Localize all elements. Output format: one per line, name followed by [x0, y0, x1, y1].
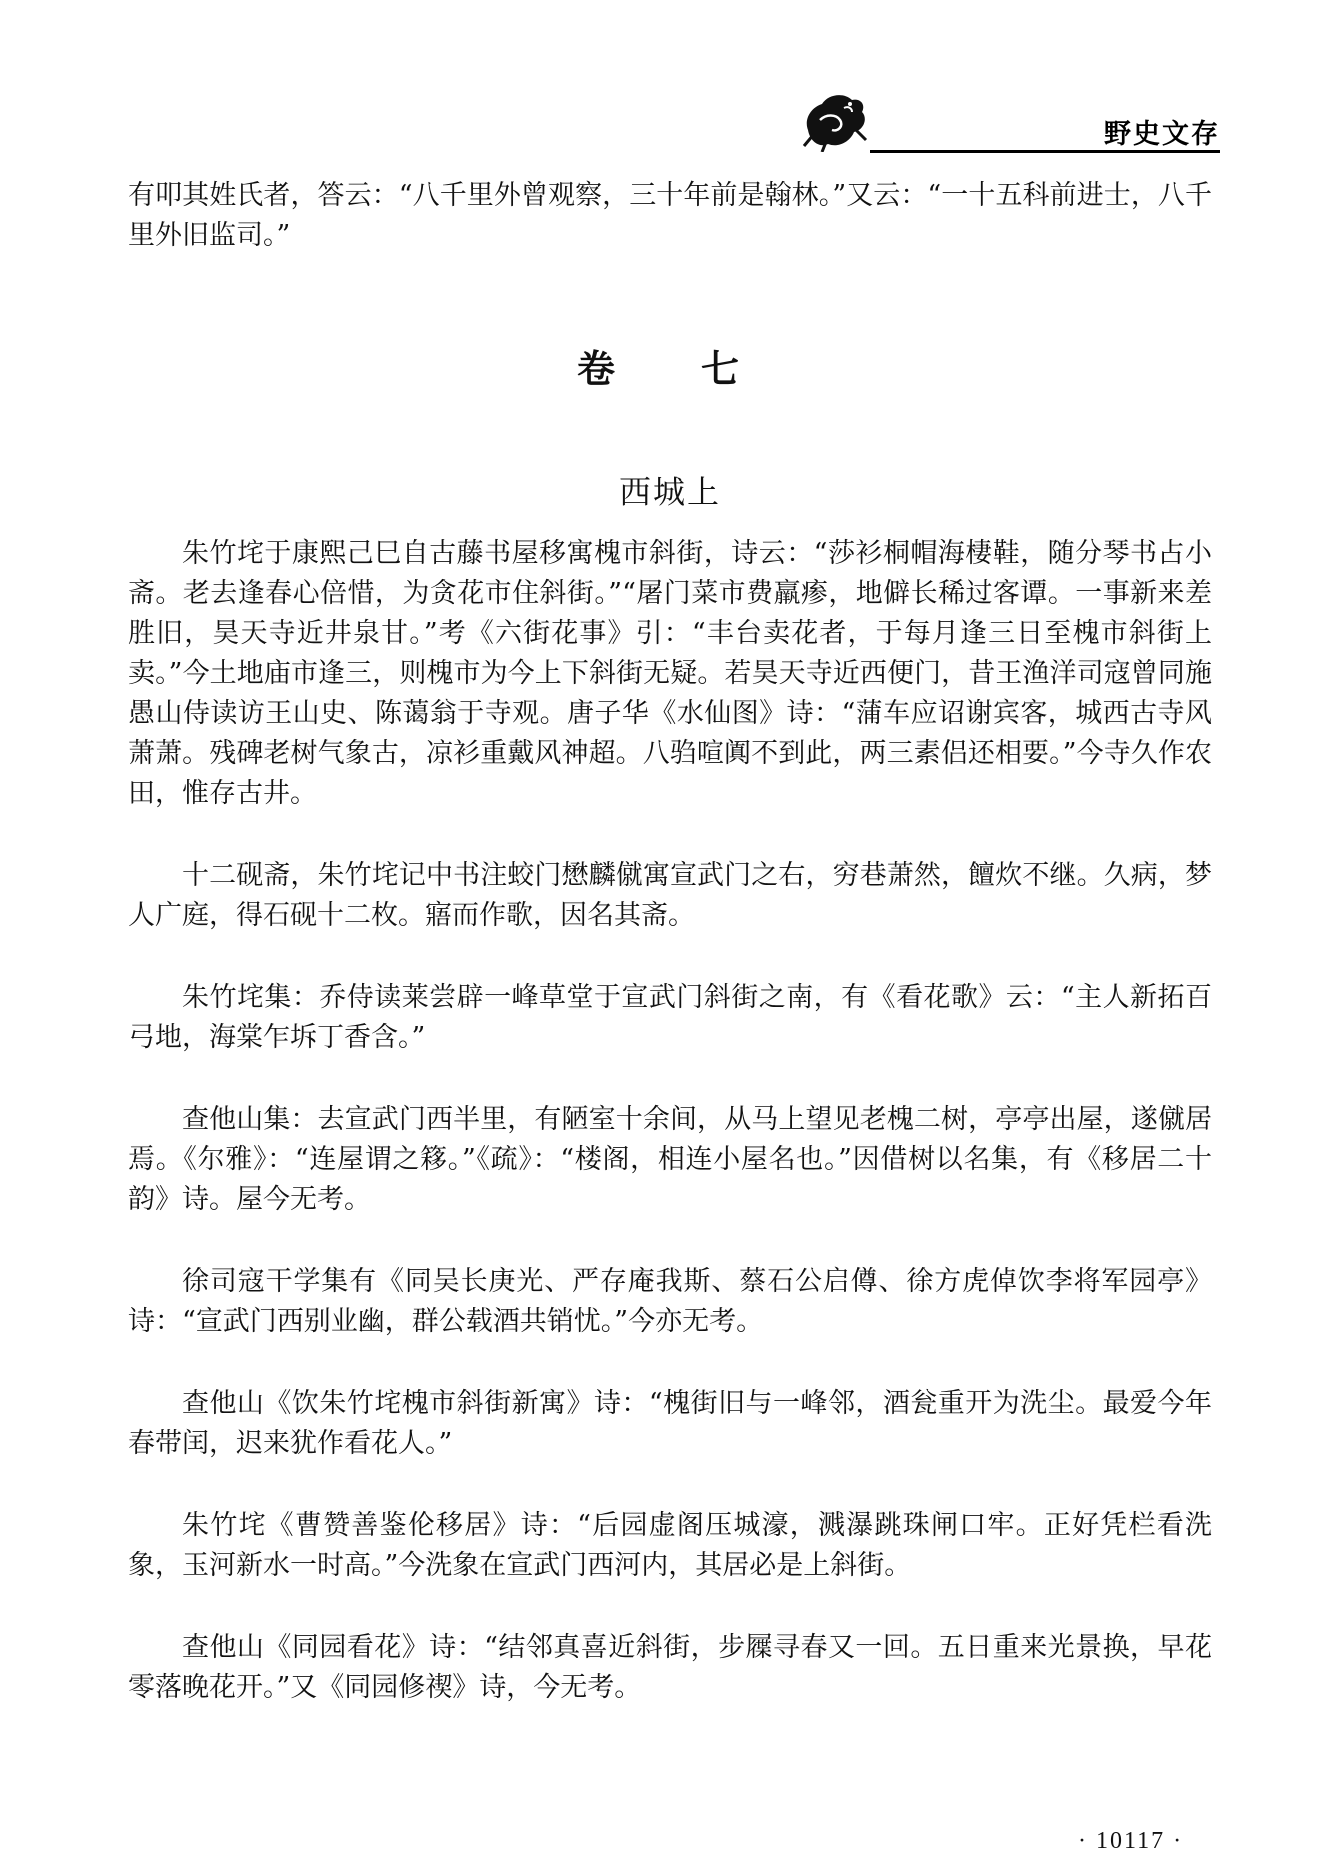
paragraph-4: 查他山集：去宣武门西半里，有陋室十余间，从马上望见老槐二树，亭亭出屋，遂僦居焉。《尔雅》：“连屋谓之簃。”《疏》：“楼阁，相连小屋名也。”因借树以名集，有《移居二十韵》诗。屋今无考。 — [128, 1104, 1212, 1215]
chapter-title: 卷 七 — [576, 347, 763, 391]
paragraph-5: 徐司寇干学集有《同吴长庚光、严存庵我斯、蔡石公启僔、徐方虎倬饮李将军园亭》诗：“宣武门西别业幽，群公载酒共销忧。”今亦无考。 — [128, 1266, 1212, 1337]
section-title: 西城上 — [618, 473, 721, 511]
header-title: 野史文存 — [1104, 119, 1220, 150]
paragraph-8: 查他山《同园看花》诗：“结邻真喜近斜街，步屧寻春又一回。五日重来光景换，早花零落晚花开。”又《同园修禊》诗，今无考。 — [128, 1632, 1212, 1703]
page-body — [128, 176, 1212, 1708]
dragon-emblem-icon — [800, 90, 870, 152]
paragraph-1: 朱竹垞于康熙己巳自古藤书屋移寓槐市斜街，诗云：“莎衫桐帽海棲鞋，随分琴书占小斋。老去逢春心倍惜，为贪花市住斜街。”“屠门菜市费羸瘆，地僻长稀过客谭。一事新来差胜旧，昊天寺近井泉甘。”考《六街花事》引：“丰台卖花者，于每月逢三日至槐市斜街上卖。”今土地庙市逢三，则槐市为今上下斜街无疑。若昊天寺近西便门，昔王渔洋司寇曾同施愚山侍读访王山史、陈蔼翁于寺观。唐子华《水仙图》诗：“蒲车应诏谢宾客，城西古寺风萧萧。残碑老树气象古，凉衫重戴风神超。八驺喧阗不到此，两三素侣还相要。”今寺久作农田，惟存古井。 — [128, 538, 1212, 809]
paragraph-6: 查他山《饮朱竹垞槐市斜街新寓》诗：“槐街旧与一峰邻，酒瓮重开为洗尘。最爱今年春带闰，迟来犹作看花人。” — [128, 1388, 1212, 1459]
running-header — [800, 90, 1220, 160]
intro-paragraph: 有叩其姓氏者，答云：“八千里外曾观察，三十年前是翰林。”又云：“一十五科前进士，八千里外旧监司。” — [128, 180, 1212, 251]
header-rule — [870, 150, 1220, 153]
paragraph-3: 朱竹垞集：乔侍读莱尝辟一峰草堂于宣武门斜街之南，有《看花歌》云：“主人新拓百弓地，海棠乍坼丁香含。” — [128, 982, 1212, 1053]
paragraph-2: 十二砚斋，朱竹垞记中书注蛟门懋麟僦寓宣武门之右，穷巷萧然，饘炊不继。久病，梦人广庭，得石砚十二枚。寤而作歌，因名其斋。 — [128, 860, 1212, 931]
page-number: · 10117 · — [1078, 1828, 1184, 1854]
paragraph-7: 朱竹垞《曹赞善鉴伦移居》诗：“后园虚阁压城濠，溅瀑跳珠闸口牢。正好凭栏看洗象，玉河新水一时高。”今洗象在宣武门西河内，其居必是上斜街。 — [128, 1510, 1212, 1581]
